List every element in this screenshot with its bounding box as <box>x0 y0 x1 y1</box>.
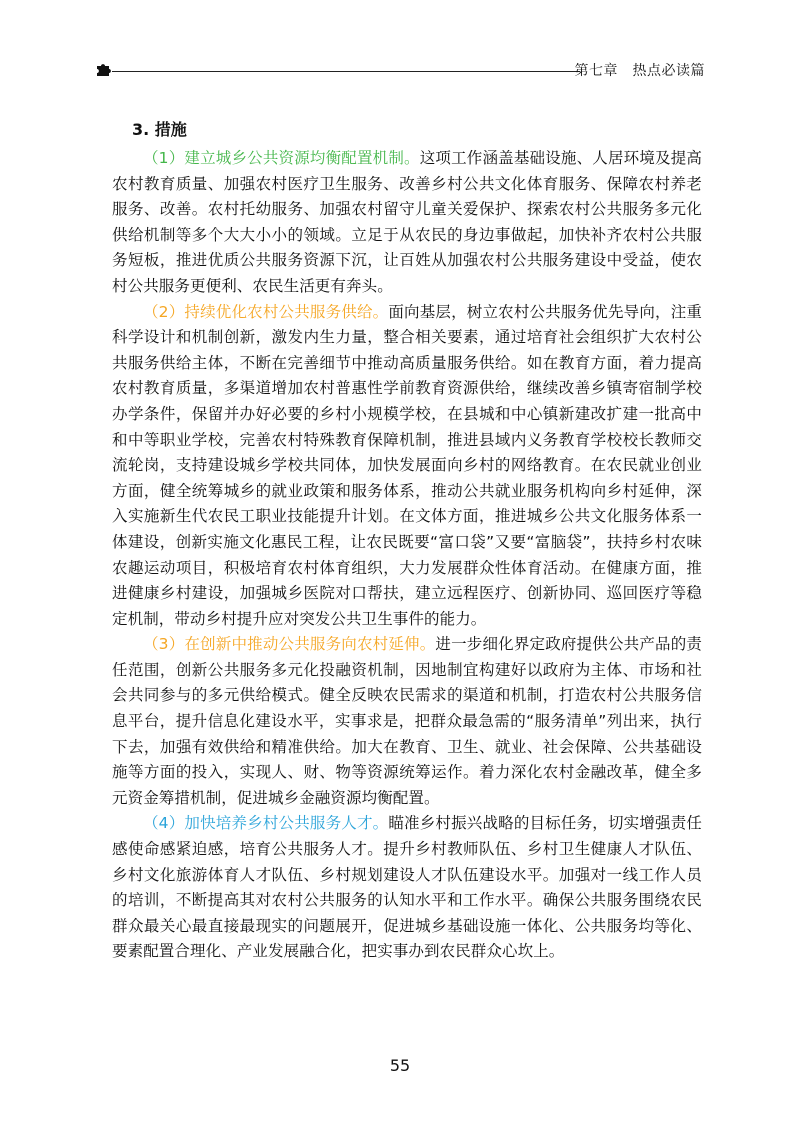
paragraph-2 <box>112 300 702 633</box>
chapter-title: 第七章 热点必读篇 <box>574 63 705 79</box>
paragraph-1-lead: （1）建立城乡公共资源均衡配置机制。 <box>143 149 420 167</box>
paragraph-3-body: 进一步细化界定政府提供公共产品的责任范围，创新公共服务多元化投融资机制，因地制宜构建好以政府为主体、市场和社会共同参与的多元供给模式。健全反映农民需求的渠道和机制，打造农村公共服务信息平台，提升信息化建设水平，实事求是，把群众最急需的“服务清单”列出来，执行下去，加强有效供给和精准供给。加大在教育、卫生、就业、社会保障、公共基础设施等方面的投入，实现人、财、物等资源统筹运作。着力深化农村金融改革，健全多元资金筹措机制，促进城乡金融资源均衡配置。 <box>112 635 703 807</box>
paragraph-4-body: 瞄准乡村振兴战略的目标任务，切实增强责任感使命感紧迫感，培育公共服务人才。提升乡村教师队伍、乡村卫生健康人才队伍、乡村文化旅游体育人才队伍、乡村规划建设人才队伍建设水平。加强对一线工作人员的培训，不断提高其对农村公共服务的认知水平和工作水平。确保公共服务围绕农民群众最关心最直接最现实的问题展开，促进城乡基础设施一体化、公共服务均等化、要素配置合理化、产业发展融合化，把实事办到农民群众心坎上。 <box>112 814 702 961</box>
paragraph-1-body: 这项工作涵盖基础设施、人居环境及提高农村教育质量、加强农村医疗卫生服务、改善乡村公共文化体育服务、保障农村养老服务、改善。农村托幼服务、加强农村留守儿童关爱保护、探索农村公共服务多元化供给机制等多个大大小小的领域。立足于从农民的身边事做起，加快补齐农村公共服务短板，推进优质公共服务资源下沉，让百姓从加强农村公共服务建设中受益，使农村公共服务更便利、农民生活更有奔头。 <box>112 149 702 295</box>
paragraph-3-lead: （3）在创新中推动公共服务向农村延伸。 <box>143 635 436 654</box>
paragraph-1 <box>112 146 702 300</box>
paragraph-4-lead: （4）加快培养乡村公共服务人才。 <box>143 814 389 833</box>
paragraph-4 <box>112 811 702 965</box>
paragraph-2-lead: （2）持续优化农村公共服务供给。 <box>143 302 389 321</box>
puzzle-piece-icon <box>95 62 113 78</box>
paragraph-2-body: 面向基层，树立农村公共服务优先导向，注重科学设计和机制创新，激发内生力量，整合相关要素，通过培育社会组织扩大农村公共服务供给主体，不断在完善细节中推动高质量服务供给。如在教育方面，着力提高农村教育质量，多渠道增加农村普惠性学前教育资源供给，继续改善乡镇寄宿制学校办学条件，保留并办好必要的乡村小规模学校，在县城和中心镇新建改扩建一批高中和中等职业学校，完善农村特殊教育保障机制，推进县域内义务教育学校校长教师交流轮岗，支持建设城乡学校共同体，加快发展面向乡村的网络教育。在农民就业创业方面，健全统筹城乡的就业政策和服务体系，推动公共就业服务机构向乡村延伸，深入实施新生代农民工职业技能提升计划。在文体方面，推进城乡公共文化服务体系一体建设，创新实施文化惠民工程，让农民既要“富口袋”又要“富脑袋”，扶持乡村农味农趣运动项目，积极培育农村体育组织，大力发展群众性体育活动。在健康方面，推进健康乡村建设，加强城乡医院对口帮扶，建立远程医疗、创新协同、巡回医疗等稳定机制，带动乡村提升应对突发公共卫生事件的能力。 <box>112 302 702 628</box>
article-body <box>112 118 702 965</box>
header-rule <box>112 71 580 72</box>
page-number: 55 <box>389 1056 411 1075</box>
section-heading: 3. 措施 <box>132 120 187 139</box>
page-header <box>0 0 800 90</box>
paragraph-3 <box>112 632 702 811</box>
